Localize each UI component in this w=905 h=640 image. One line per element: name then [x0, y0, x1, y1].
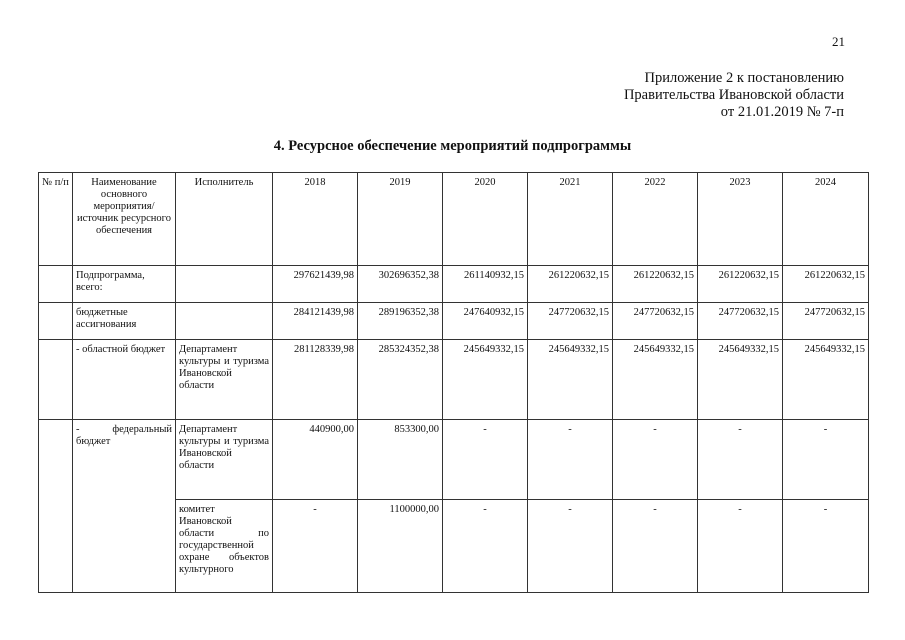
value-cell: 245649332,15 [613, 340, 698, 420]
value-cell: - [273, 500, 358, 593]
table-row [39, 340, 869, 420]
row-executor-cell [176, 500, 273, 593]
row-name-cell: Подпрограмма, всего: [73, 266, 176, 303]
row-executor-cell: Департамент культуры и туризма Ивановской области [176, 340, 273, 420]
value-cell: - [783, 420, 869, 500]
row-num-cell [39, 266, 73, 303]
header-year: 2021 [528, 173, 613, 266]
appendix-line: Правительства Ивановской области [623, 87, 844, 103]
value-cell: 245649332,15 [783, 340, 869, 420]
row-name-cell: - федеральный бюджет [73, 420, 176, 593]
row-executor-cell: Департамент культуры и туризма Ивановской области [176, 420, 273, 500]
value-cell: 853300,00 [358, 420, 443, 500]
value-cell: 289196352,38 [358, 303, 443, 340]
appendix-line: от 21.01.2019 № 7-п [720, 104, 844, 120]
value-cell: 261220632,15 [613, 266, 698, 303]
value-cell: - [443, 500, 528, 593]
value-cell: 245649332,15 [443, 340, 528, 420]
value-cell: 297621439,98 [273, 266, 358, 303]
table-row [39, 303, 869, 340]
value-cell: 261140932,15 [443, 266, 528, 303]
value-cell: 261220632,15 [783, 266, 869, 303]
row-name-cell: бюджетные ассигнования [73, 303, 176, 340]
value-cell: 285324352,38 [358, 340, 443, 420]
header-year: 2019 [358, 173, 443, 266]
value-cell: 281128339,98 [273, 340, 358, 420]
value-cell: 247720632,15 [528, 303, 613, 340]
header-year: 2020 [443, 173, 528, 266]
value-cell: - [443, 420, 528, 500]
value-cell: 261220632,15 [528, 266, 613, 303]
header-year: 2023 [698, 173, 783, 266]
value-cell: - [528, 420, 613, 500]
header-year: 2024 [783, 173, 869, 266]
row-num-cell [39, 340, 73, 420]
value-cell: - [613, 420, 698, 500]
value-cell: 284121439,98 [273, 303, 358, 340]
row-executor-cell [176, 303, 273, 340]
appendix-block [624, 70, 844, 121]
row-num-cell [39, 420, 73, 593]
value-cell: 247720632,15 [698, 303, 783, 340]
page-number: 21 [832, 34, 845, 49]
value-cell: 247720632,15 [783, 303, 869, 340]
value-cell: - [783, 500, 869, 593]
document-title: 4. Ресурсное обеспечение мероприятий подпрограммы [273, 138, 632, 154]
value-cell: 247640932,15 [443, 303, 528, 340]
header-num: № п/п [39, 173, 73, 266]
value-cell: 302696352,38 [358, 266, 443, 303]
value-cell: 245649332,15 [698, 340, 783, 420]
table-header-row [39, 173, 869, 266]
header-name: Наименование основного мероприятия/ источник ресурсного обеспечения [73, 173, 176, 266]
value-cell: - [613, 500, 698, 593]
value-cell: 247720632,15 [613, 303, 698, 340]
appendix-line: Приложение 2 к постановлению [644, 70, 844, 86]
row-num-cell [39, 303, 73, 340]
value-cell: 245649332,15 [528, 340, 613, 420]
row-name-cell: - областной бюджет [73, 340, 176, 420]
value-cell: - [698, 420, 783, 500]
header-year: 2022 [613, 173, 698, 266]
value-cell: 1100000,00 [358, 500, 443, 593]
table-row [39, 266, 869, 303]
value-cell: - [698, 500, 783, 593]
header-year: 2018 [273, 173, 358, 266]
value-cell: 440900,00 [273, 420, 358, 500]
header-executor: Исполнитель [176, 173, 273, 266]
row-executor-cell [176, 266, 273, 303]
executor-text: комитет Ивановской области по государственной охране объектов культурного [179, 504, 269, 575]
resource-table [38, 172, 869, 593]
table-row [39, 420, 869, 500]
value-cell: - [528, 500, 613, 593]
value-cell: 261220632,15 [698, 266, 783, 303]
